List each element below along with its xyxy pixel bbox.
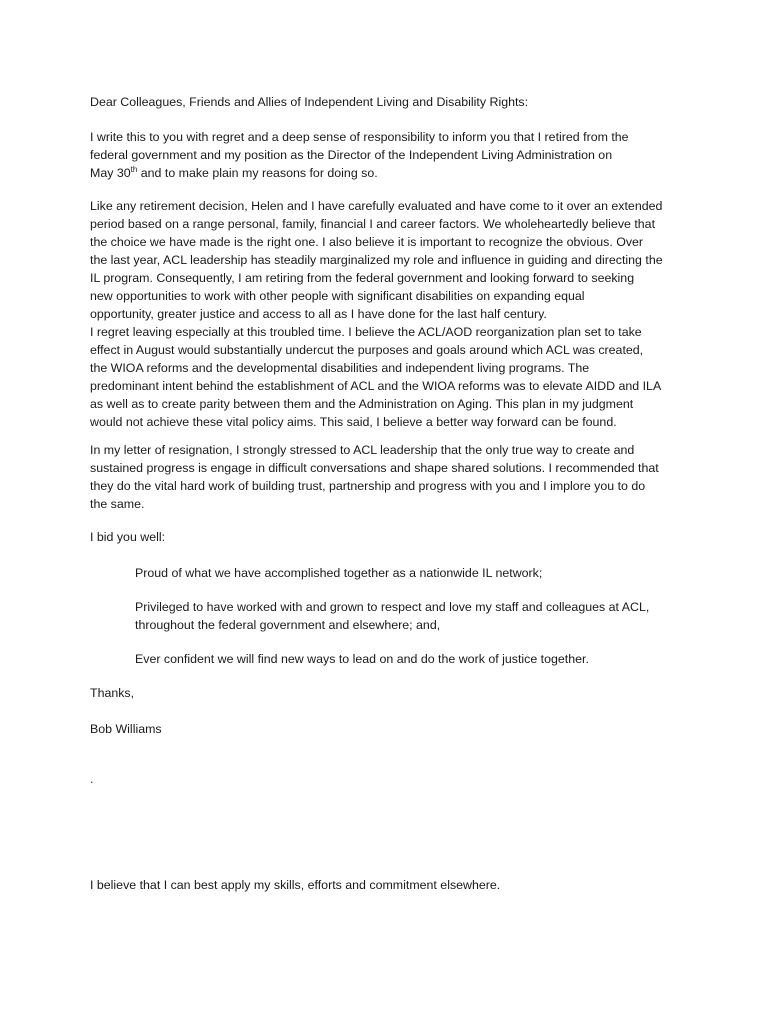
paragraph-line: In my letter of resignation, I strongly stressed to ACL leadership that the only true way to create and bbox=[90, 443, 635, 457]
stray-dot: . bbox=[90, 772, 94, 786]
list-item-confident: Ever confident we will find new ways to lead on and do the work of justice together. bbox=[135, 652, 589, 666]
closing: Thanks, bbox=[90, 686, 135, 700]
paragraph-line: new opportunities to work with other people with significant disabilities on expanding equal bbox=[90, 289, 585, 303]
paragraph-line: they do the vital hard work of building trust, partnership and progress with you and I implore you to do bbox=[90, 479, 646, 493]
paragraph-line: as well as to create parity between them and the Administration on Aging. This plan in my judgment bbox=[90, 397, 634, 411]
list-item-proud: Proud of what we have accomplished together as a nationwide IL network; bbox=[135, 566, 543, 580]
paragraph-line: federal government and my position as the Director of the Independent Living Administration on bbox=[90, 148, 613, 162]
signature: Bob Williams bbox=[90, 722, 162, 736]
paragraph-line: the last year, ACL leadership has steadily marginalized my role and influence in guiding and directing the bbox=[90, 253, 663, 267]
paragraph-resignation bbox=[90, 441, 690, 513]
paragraph-reasons bbox=[90, 197, 690, 431]
paragraph-line: the WIOA reforms and the developmental disabilities and independent living programs. The bbox=[90, 361, 590, 375]
paragraph-retirement-notice bbox=[90, 128, 690, 182]
paragraph-line: predominant intent behind the establishment of ACL and the WIOA reforms was to elevate AIDD and ILA bbox=[90, 379, 662, 393]
paragraph-line: sustained progress is engage in difficult conversations and shape shared solutions. I recommended that bbox=[90, 461, 659, 475]
paragraph-line: IL program. Consequently, I am retiring from the federal government and looking forward to seeking bbox=[90, 271, 635, 285]
paragraph-line: Like any retirement decision, Helen and I have carefully evaluated and have come to it over an extended bbox=[90, 199, 663, 213]
paragraph-line: May 30th and to make plain my reasons for doing so. bbox=[90, 165, 378, 180]
paragraph-line: the same. bbox=[90, 497, 145, 511]
paragraph-line: opportunity, greater justice and access to all as I have done for the last half century. bbox=[90, 307, 547, 321]
salutation: Dear Colleagues, Friends and Allies of Independent Living and Disability Rights: bbox=[90, 95, 529, 109]
paragraph-line: the choice we have made is the right one. I also believe it is important to recognize the obvious. Over bbox=[90, 235, 644, 249]
paragraph-line: effect in August would substantially undercut the purposes and goals around which ACL was created, bbox=[90, 343, 644, 357]
paragraph-line: I regret leaving especially at this troubled time. I believe the ACL/AOD reorganization plan set to take bbox=[90, 325, 642, 339]
paragraph-line: period based on a range personal, family, financial I and career factors. We wholeheartedly believe that bbox=[90, 217, 656, 231]
paragraph-line: I write this to you with regret and a deep sense of responsibility to inform you that I retired from the bbox=[90, 130, 629, 144]
paragraph-line: would not achieve these vital policy aims. This said, I believe a better way forward can be found. bbox=[90, 415, 617, 429]
list-item-privileged: Privileged to have worked with and grown to respect and love my staff and colleagues at ACL, throughout the federal government and elsewhere; and, bbox=[135, 600, 650, 632]
footer-note: I believe that I can best apply my skills, efforts and commitment elsewhere. bbox=[90, 878, 501, 892]
bid-farewell: I bid you well: bbox=[90, 530, 166, 544]
